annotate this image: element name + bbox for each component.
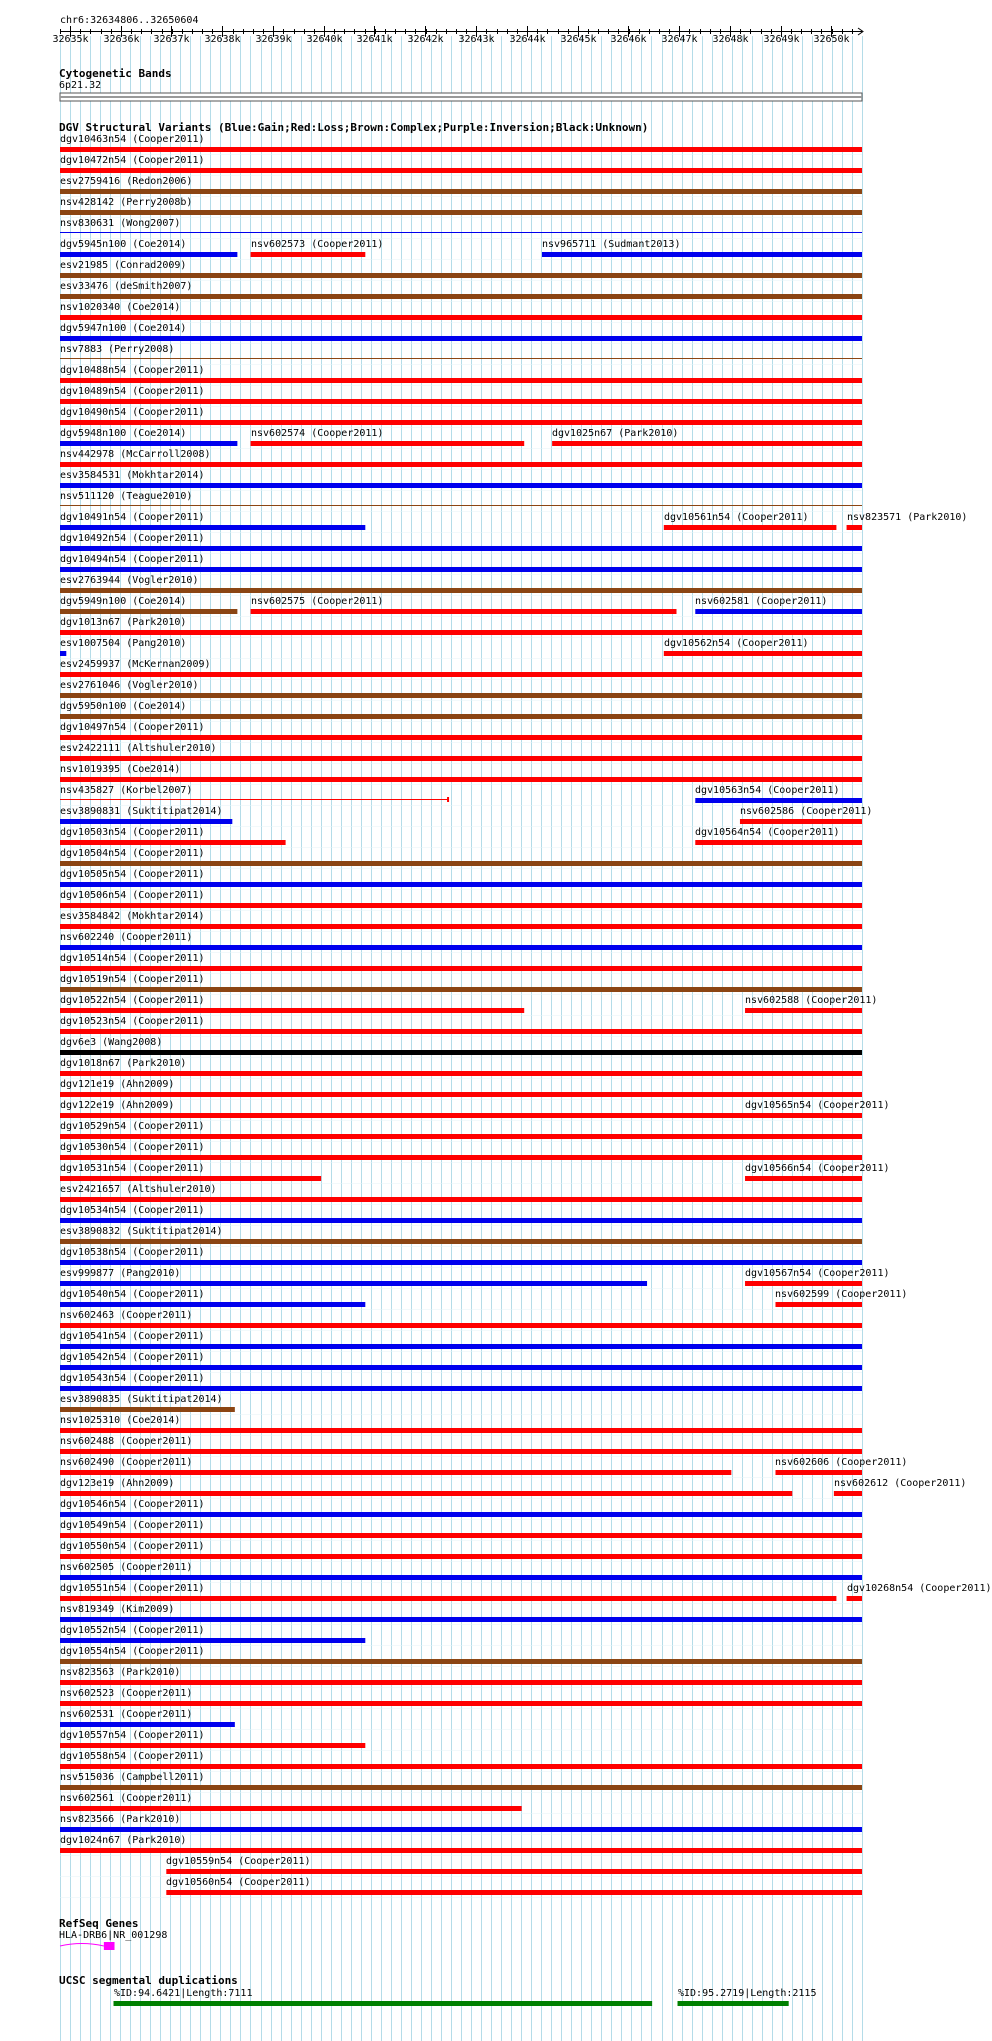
variant-label[interactable]: dgv10559n54 (Cooper2011) [166, 1856, 311, 1867]
variant-label[interactable]: nsv602531 (Cooper2011) [60, 1709, 193, 1720]
variant-label[interactable]: dgv121e19 (Ahn2009) [60, 1079, 175, 1090]
segdup-track-title: UCSC segmental duplications [59, 1974, 238, 1987]
variant-label[interactable]: nsv965711 (Sudmant2013) [542, 239, 681, 250]
variant-bar [60, 1407, 235, 1412]
variant-label[interactable]: nsv1020340 (Coe2014) [60, 302, 181, 313]
variant-bar [60, 1071, 862, 1076]
variant-label[interactable]: dgv10552n54 (Cooper2011) [60, 1625, 205, 1636]
variant-bar [60, 861, 862, 866]
variant-bar [745, 1113, 862, 1118]
variant-bar [60, 1617, 862, 1622]
variant-label[interactable]: esv999877 (Pang2010) [60, 1268, 181, 1279]
variant-label[interactable]: dgv10268n54 (Cooper2011) [847, 1583, 992, 1594]
variant-bar [60, 966, 862, 971]
variant-label[interactable]: dgv10488n54 (Cooper2011) [60, 365, 205, 376]
variant-bar [60, 693, 862, 698]
variant-bar [664, 525, 837, 530]
refseq-track-title: RefSeq Genes [59, 1917, 139, 1930]
variant-label[interactable]: nsv602523 (Cooper2011) [60, 1688, 193, 1699]
variant-bar [60, 1050, 862, 1055]
variant-bar [60, 1449, 862, 1454]
variant-label[interactable]: nsv602575 (Cooper2011) [251, 596, 384, 607]
variant-label[interactable]: nsv1019395 (Coe2014) [60, 764, 181, 775]
variant-bar [60, 714, 862, 719]
tick-label: 32641k [356, 34, 393, 45]
tick-label: 32635k [52, 34, 89, 45]
variant-bar [60, 1218, 862, 1223]
variant-bar [542, 252, 862, 257]
variant-bar [60, 1743, 365, 1748]
refseq-gene-label[interactable]: HLA-DRB6|NR_001298 [59, 1930, 168, 1941]
variant-bar [60, 483, 862, 488]
variant-bar [60, 441, 237, 446]
variant-label[interactable]: dgv5947n100 (Coe2014) [60, 323, 187, 334]
variant-label[interactable]: esv21985 (Conrad2009) [60, 260, 187, 271]
variant-label[interactable]: esv2759416 (Redon2006) [60, 176, 193, 187]
variant-label[interactable]: dgv10519n54 (Cooper2011) [60, 974, 205, 985]
variant-label[interactable]: dgv1013n67 (Park2010) [60, 617, 187, 628]
variant-bar [60, 1764, 862, 1769]
variant-bar [60, 358, 862, 359]
variant-label[interactable]: dgv1025n67 (Park2010) [552, 428, 679, 439]
variant-label[interactable]: dgv10491n54 (Cooper2011) [60, 512, 205, 523]
variant-label[interactable]: esv33476 (deSmith2007) [60, 281, 193, 292]
variant-label[interactable]: dgv10503n54 (Cooper2011) [60, 827, 205, 838]
tick-label: 32648k [712, 34, 749, 45]
variant-label[interactable]: dgv10566n54 (Cooper2011) [745, 1163, 890, 1174]
variant-bar [251, 609, 677, 614]
tick-label: 32640k [306, 34, 343, 45]
variant-bar [60, 294, 862, 299]
variant-bar [60, 1533, 862, 1538]
variant-bar [60, 1428, 862, 1433]
variant-bar [60, 1197, 862, 1202]
variant-bar [60, 1155, 862, 1160]
variant-bar [745, 1008, 862, 1013]
variant-bar [60, 609, 237, 614]
variant-label[interactable]: nsv602574 (Cooper2011) [251, 428, 384, 439]
variant-bar [60, 1323, 862, 1328]
variant-label[interactable]: dgv10492n54 (Cooper2011) [60, 533, 205, 544]
variant-label[interactable]: dgv10541n54 (Cooper2011) [60, 1331, 205, 1342]
variant-label[interactable]: dgv10489n54 (Cooper2011) [60, 386, 205, 397]
tick-label: 32646k [610, 34, 647, 45]
variant-bar [60, 588, 862, 593]
tick-label: 32644k [509, 34, 546, 45]
variant-bar [60, 1386, 862, 1391]
variant-bar [60, 210, 862, 215]
variant-label[interactable]: dgv1024n67 (Park2010) [60, 1835, 187, 1846]
variant-label[interactable]: dgv10550n54 (Cooper2011) [60, 1541, 205, 1552]
variant-label[interactable]: nsv602586 (Cooper2011) [740, 806, 873, 817]
variant-label[interactable]: dgv10538n54 (Cooper2011) [60, 1247, 205, 1258]
variant-bar [60, 1029, 862, 1034]
variant-bar [60, 819, 232, 824]
variant-label[interactable]: dgv10557n54 (Cooper2011) [60, 1730, 205, 1741]
variant-bar [745, 1176, 862, 1181]
variant-bar [60, 1365, 862, 1370]
variant-label[interactable]: nsv602588 (Cooper2011) [745, 995, 878, 1006]
variant-bar [60, 777, 862, 782]
tick-label: 32638k [204, 34, 241, 45]
variant-bar [60, 1470, 731, 1475]
variant-label[interactable]: dgv5949n100 (Coe2014) [60, 596, 187, 607]
variant-bar [60, 1512, 862, 1517]
variant-label[interactable]: dgv122e19 (Ahn2009) [60, 1100, 175, 1111]
variant-label[interactable]: nsv428142 (Perry2008b) [60, 197, 193, 208]
variant-label[interactable]: dgv10506n54 (Cooper2011) [60, 890, 205, 901]
variant-bar [60, 168, 862, 173]
variant-bar [60, 672, 862, 677]
variant-label[interactable]: nsv602599 (Cooper2011) [775, 1289, 908, 1300]
variant-bar [60, 567, 862, 572]
variant-bar [60, 1575, 862, 1580]
segdup-label[interactable]: %ID:94.6421|Length:7111 [114, 1988, 253, 1999]
variant-bar [60, 756, 862, 761]
variant-label[interactable]: nsv515036 (Campbell2011) [60, 1772, 205, 1783]
gene-intron-line [60, 1944, 104, 1947]
variant-bar [60, 799, 448, 800]
variant-label[interactable]: dgv10563n54 (Cooper2011) [695, 785, 840, 796]
variant-label[interactable]: esv3890831 (Suktitipat2014) [60, 806, 223, 817]
variant-bar [60, 1785, 862, 1790]
variant-bar [695, 798, 862, 803]
segdup-bar [114, 2001, 653, 2006]
variant-bar [60, 903, 862, 908]
variant-bar [60, 273, 862, 278]
variant-label[interactable]: dgv10558n54 (Cooper2011) [60, 1751, 205, 1762]
variant-bar [60, 1344, 862, 1349]
variant-label[interactable]: nsv602561 (Cooper2011) [60, 1793, 193, 1804]
variant-label[interactable]: dgv6e3 (Wang2008) [60, 1037, 163, 1048]
tick-label: 32642k [407, 34, 444, 45]
variant-label[interactable]: dgv10564n54 (Cooper2011) [695, 827, 840, 838]
variant-label[interactable]: dgv10497n54 (Cooper2011) [60, 722, 205, 733]
variant-bar [251, 252, 366, 257]
variant-label[interactable]: dgv10531n54 (Cooper2011) [60, 1163, 205, 1174]
tick-label: 32636k [103, 34, 140, 45]
variant-label[interactable]: nsv602612 (Cooper2011) [834, 1478, 967, 1489]
variant-bar [60, 1806, 522, 1811]
variant-bar [695, 840, 862, 845]
variant-bar [60, 1302, 365, 1307]
variant-label[interactable]: dgv10514n54 (Cooper2011) [60, 953, 205, 964]
variant-label[interactable]: dgv10565n54 (Cooper2011) [745, 1100, 890, 1111]
variant-bar [60, 840, 286, 845]
variant-label[interactable]: nsv602488 (Cooper2011) [60, 1436, 193, 1447]
variant-label[interactable]: esv2422111 (Altshuler2010) [60, 743, 217, 754]
variant-bar [60, 651, 66, 656]
variant-label[interactable]: dgv10522n54 (Cooper2011) [60, 995, 205, 1006]
variant-label[interactable]: dgv1018n67 (Park2010) [60, 1058, 187, 1069]
variant-bar [60, 1680, 862, 1685]
variant-label[interactable]: nsv819349 (Kim2009) [60, 1604, 175, 1615]
variant-bar [60, 505, 862, 506]
tick-label: 32647k [661, 34, 698, 45]
variant-label[interactable]: nsv823571 (Park2010) [847, 512, 968, 523]
variant-label[interactable]: esv2763944 (Vogler2010) [60, 575, 199, 586]
variant-label[interactable]: dgv10540n54 (Cooper2011) [60, 1289, 205, 1300]
variant-bar [60, 462, 862, 467]
segdup-label[interactable]: %ID:95.2719|Length:2115 [678, 1988, 817, 1999]
cytoband-track-title: Cytogenetic Bands [59, 67, 172, 80]
variant-bar [745, 1281, 862, 1286]
variant-bar [847, 1596, 862, 1601]
variant-label[interactable]: dgv10472n54 (Cooper2011) [60, 155, 205, 166]
variant-bar [60, 945, 862, 950]
variant-bar [251, 441, 525, 446]
variant-bar [60, 1092, 862, 1097]
variant-bar [60, 630, 862, 635]
tick-label: 32645k [560, 34, 597, 45]
variant-bar [60, 1659, 862, 1664]
variant-label[interactable]: dgv10504n54 (Cooper2011) [60, 848, 205, 859]
variant-bar [60, 147, 862, 152]
variant-label[interactable]: esv3890832 (Suktitipat2014) [60, 1226, 223, 1237]
variant-label[interactable]: nsv602490 (Cooper2011) [60, 1457, 193, 1468]
variant-bar [60, 189, 862, 194]
variant-label[interactable]: esv2459937 (McKernan2009) [60, 659, 211, 670]
variant-bar [166, 1869, 862, 1874]
variant-bar [60, 735, 862, 740]
variant-label[interactable]: dgv10529n54 (Cooper2011) [60, 1121, 205, 1132]
variant-label[interactable]: nsv511120 (Teague2010) [60, 491, 193, 502]
variant-label[interactable]: nsv442978 (McCarroll2008) [60, 449, 211, 460]
variant-label[interactable]: dgv10505n54 (Cooper2011) [60, 869, 205, 880]
variant-label[interactable]: nsv830631 (Wong2007) [60, 218, 181, 229]
variant-bar [60, 1554, 862, 1559]
variant-label[interactable]: nsv602505 (Cooper2011) [60, 1562, 193, 1573]
variant-bar [60, 1848, 862, 1853]
variant-label[interactable]: dgv10523n54 (Cooper2011) [60, 1016, 205, 1027]
variant-label[interactable]: dgv5948n100 (Coe2014) [60, 428, 187, 439]
variant-label[interactable]: esv2421657 (Altshuler2010) [60, 1184, 217, 1195]
variant-label[interactable]: dgv10561n54 (Cooper2011) [664, 512, 809, 523]
variant-label[interactable]: dgv10490n54 (Cooper2011) [60, 407, 205, 418]
variant-label[interactable]: dgv10562n54 (Cooper2011) [664, 638, 809, 649]
variant-bar [60, 336, 862, 341]
variant-bar [60, 420, 862, 425]
tick-label: 32649k [763, 34, 800, 45]
variant-bar [60, 1281, 647, 1286]
variant-label[interactable]: nsv823566 (Park2010) [60, 1814, 181, 1825]
variant-label[interactable]: nsv435827 (Korbel2007) [60, 785, 193, 796]
variant-label[interactable]: esv1007504 (Pang2010) [60, 638, 187, 649]
variant-bar [60, 378, 862, 383]
gene-exon [104, 1942, 115, 1950]
variant-label[interactable]: dgv10534n54 (Cooper2011) [60, 1205, 205, 1216]
variant-label[interactable]: dgv10543n54 (Cooper2011) [60, 1373, 205, 1384]
variant-bar [60, 1722, 235, 1727]
variant-bar [664, 651, 862, 656]
variant-bar [60, 1176, 321, 1181]
variant-label[interactable]: nsv7883 (Perry2008) [60, 344, 175, 355]
variant-bar [60, 1008, 524, 1013]
tick-label: 32639k [255, 34, 292, 45]
variant-label[interactable]: nsv602463 (Cooper2011) [60, 1310, 193, 1321]
variant-bar [60, 252, 237, 257]
variant-bar [60, 1638, 365, 1643]
coordinate-range: chr6:32634806..32650604 [60, 15, 199, 26]
dgv-track-title: DGV Structural Variants (Blue:Gain;Red:Loss;Brown:Complex;Purple:Inversion;Black:Unknown) [59, 121, 649, 134]
variant-label[interactable]: nsv602573 (Cooper2011) [251, 239, 384, 250]
variant-bar [60, 924, 862, 929]
variant-label[interactable]: dgv123e19 (Ahn2009) [60, 1478, 175, 1489]
variant-label[interactable]: dgv10530n54 (Cooper2011) [60, 1142, 205, 1153]
variant-label[interactable]: esv3584531 (Mokhtar2014) [60, 470, 205, 481]
variant-label[interactable]: nsv602240 (Cooper2011) [60, 932, 193, 943]
variant-bar [775, 1470, 862, 1475]
variant-bar [695, 609, 862, 614]
variant-bar [60, 987, 862, 992]
variant-bar [60, 1827, 862, 1832]
variant-label[interactable]: nsv602606 (Cooper2011) [775, 1457, 908, 1468]
variant-label[interactable]: dgv10546n54 (Cooper2011) [60, 1499, 205, 1510]
variant-label[interactable]: dgv10494n54 (Cooper2011) [60, 554, 205, 565]
variant-label[interactable]: nsv1025310 (Coe2014) [60, 1415, 181, 1426]
tick-label: 32650k [813, 34, 850, 45]
segdup-bar [678, 2001, 789, 2006]
variant-bar [60, 1134, 862, 1139]
variant-label[interactable]: esv2761046 (Vogler2010) [60, 680, 199, 691]
variant-label[interactable]: dgv5945n100 (Coe2014) [60, 239, 187, 250]
variant-bar [60, 1260, 862, 1265]
variant-bar [60, 1113, 862, 1118]
variant-label[interactable]: nsv602581 (Cooper2011) [695, 596, 828, 607]
variant-bar [775, 1302, 862, 1307]
variant-label[interactable]: dgv10554n54 (Cooper2011) [60, 1646, 205, 1657]
variant-bar [166, 1890, 862, 1895]
variant-bar [60, 525, 365, 530]
variant-bar-end [447, 797, 449, 802]
variant-label[interactable]: dgv10549n54 (Cooper2011) [60, 1520, 205, 1531]
variant-label[interactable]: esv3584842 (Mokhtar2014) [60, 911, 205, 922]
variant-label[interactable]: nsv823563 (Park2010) [60, 1667, 181, 1678]
cytoband-label: 6p21.32 [59, 80, 102, 91]
variant-bar [834, 1491, 862, 1496]
variant-bar [847, 525, 862, 530]
variant-bar [60, 546, 862, 551]
variant-bar [60, 399, 862, 404]
variant-label[interactable]: esv3890835 (Suktitipat2014) [60, 1394, 223, 1405]
variant-bar [60, 1491, 792, 1496]
variant-label[interactable]: dgv10560n54 (Cooper2011) [166, 1877, 311, 1888]
variant-label[interactable]: dgv10567n54 (Cooper2011) [745, 1268, 890, 1279]
variant-bar [60, 232, 862, 233]
variant-label[interactable]: dgv10542n54 (Cooper2011) [60, 1352, 205, 1363]
tick-label: 32643k [458, 34, 495, 45]
variant-bar [60, 315, 862, 320]
variant-bar [60, 1239, 862, 1244]
variant-bar [552, 441, 862, 446]
variant-label[interactable]: dgv5950n100 (Coe2014) [60, 701, 187, 712]
tick-label: 32637k [153, 34, 190, 45]
variant-bar [740, 819, 862, 824]
variant-bar [60, 882, 862, 887]
variant-bar [60, 1596, 836, 1601]
variant-label[interactable]: dgv10463n54 (Cooper2011) [60, 134, 205, 145]
variant-label[interactable]: dgv10551n54 (Cooper2011) [60, 1583, 205, 1594]
variant-bar [60, 1701, 862, 1706]
